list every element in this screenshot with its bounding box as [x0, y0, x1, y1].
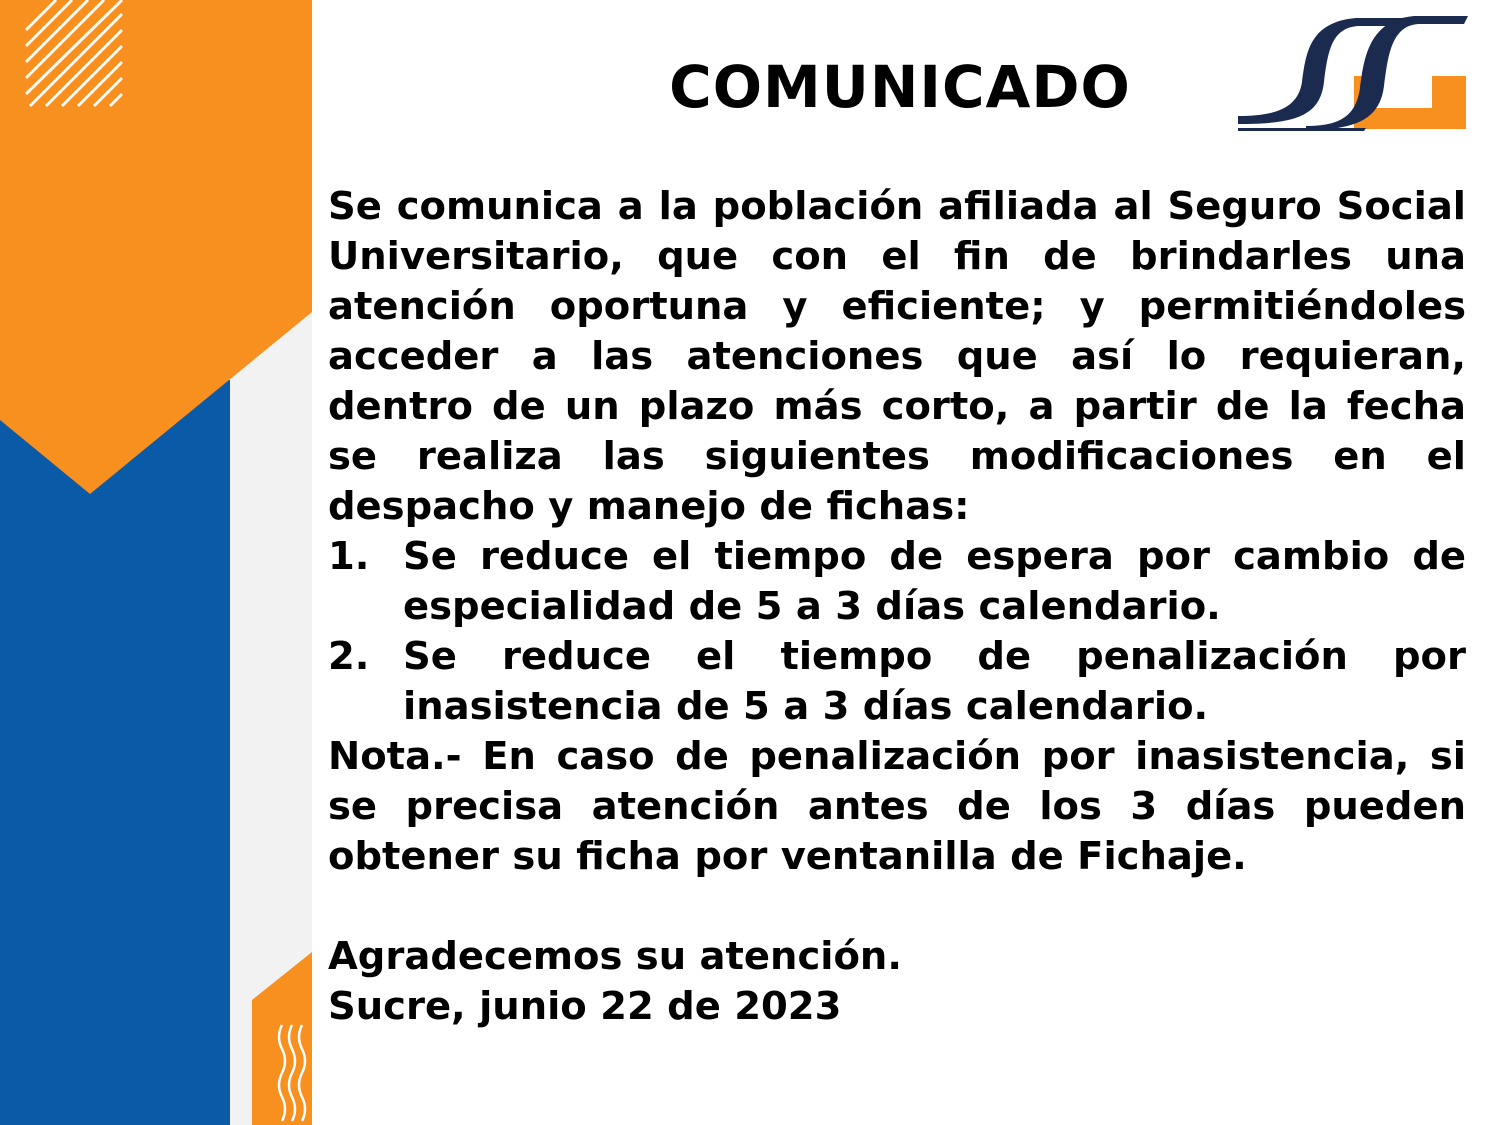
left-decorative-panel	[0, 0, 312, 1125]
intro-paragraph: Se comunica a la población afiliada al Seguro Social Universitario, que con el fin de brindarles una atención oportuna y eficiente; y permitiéndoles acceder a las atenciones que así lo requieran, dentro de un plazo más corto, a partir de la fecha se realiza las siguientes modificaciones en el despacho y manejo de fichas:	[328, 184, 1466, 529]
announcement-body	[328, 182, 1466, 1032]
thanks-line: Agradecemos su atención.	[328, 934, 902, 979]
list-item-text: Se reduce el tiempo de penalización por inasistencia de 5 a 3 días calendario.	[403, 634, 1466, 729]
list-item	[328, 532, 1466, 632]
list-item-text: Se reduce el tiempo de espera por cambio de especialidad de 5 a 3 días calendario.	[403, 534, 1466, 629]
blue-band	[0, 380, 230, 1125]
place-date: Sucre, junio 22 de 2023	[328, 984, 842, 1029]
note-paragraph: Nota.- En caso de penalización por inasistencia, si se precisa atención antes de los 3 días pueden obtener su ficha por ventanilla de Fichaje.	[328, 734, 1466, 879]
list-item	[328, 632, 1466, 732]
ssu-logo-icon	[1236, 12, 1470, 134]
list-item-number: 1.	[328, 534, 370, 579]
list-item-number: 2.	[328, 634, 370, 679]
spacer	[328, 882, 1466, 932]
page-title: COMUNICADO	[669, 53, 1131, 121]
